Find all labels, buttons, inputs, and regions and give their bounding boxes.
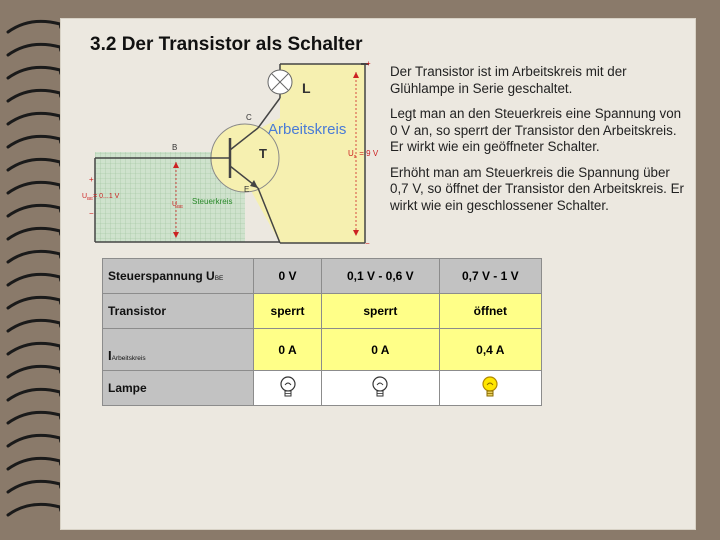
table-cell (254, 371, 322, 406)
paragraph-1: Der Transistor ist im Arbeitskreis mit der Glühlampe in Serie geschaltet. (390, 64, 627, 96)
transistor-circuit-diagram (80, 58, 390, 248)
svg-text:UBE= 0...1 V (82, 193, 120, 201)
ube-subscript: BE (87, 196, 94, 201)
header-label-text: Steuerspannung U (108, 269, 215, 283)
slide-title: 3.2 Der Transistor als Schalter (90, 34, 363, 55)
us-value: = 9 V (359, 149, 379, 158)
header-col-3: 0,7 V - 1 V (439, 259, 541, 294)
current-symbol: I (108, 348, 112, 363)
table-cell: 0 A (322, 329, 440, 371)
ube2-subscript: BE (177, 204, 184, 209)
ube-value: = 0...1 V (93, 193, 120, 200)
collector-label: C (246, 113, 252, 122)
row-label (103, 329, 254, 371)
bulb-on-icon (481, 375, 499, 399)
switching-table (102, 258, 542, 406)
table-row (103, 294, 542, 329)
table-row (103, 371, 542, 406)
control-plus-label: + (89, 175, 94, 184)
header-col-2: 0,1 V - 0,6 V (322, 259, 440, 294)
header-label (103, 259, 254, 294)
arbeitskreis-area-top (280, 64, 365, 158)
supply-minus-label: − (365, 239, 370, 248)
bulb-off-icon (279, 375, 297, 399)
us-subscript: s (353, 154, 357, 160)
table-cell (322, 371, 440, 406)
paragraph-2: Legt man an den Steuerkreis eine Spannung von 0 V an, so sperrt der Transistor den Arbeitskreis. Er wirkt wie ein geöffneter Schalter. (390, 106, 682, 154)
row-label: Lampe (103, 371, 254, 406)
arbeitskreis-label: Arbeitskreis (268, 121, 347, 138)
emitter-label: E (244, 185, 250, 194)
header-col-1: 0 V (254, 259, 322, 294)
lamp-label: L (302, 80, 311, 96)
table-cell: sperrt (254, 294, 322, 329)
table-cell: 0 A (254, 329, 322, 371)
table-cell: 0,4 A (439, 329, 541, 371)
ube-symbol: U (82, 193, 88, 200)
table-cell (439, 371, 541, 406)
header-label-sub: BE (214, 275, 224, 282)
row-label: Transistor (103, 294, 254, 329)
current-subscript: Arbeitskreis (111, 355, 146, 362)
control-minus-label: − (89, 209, 94, 218)
paragraph-3: Erhöht man am Steuerkreis die Spannung über 0,7 V, so öffnet der Transistor den Arbeitskreis. Er wirkt wie ein geschlossener Schalter. (390, 164, 685, 213)
us-symbol: U (348, 149, 354, 158)
transistor-label: T (259, 146, 267, 161)
bulb-off-icon (371, 375, 389, 399)
ube2-symbol: U (172, 201, 178, 208)
table-cell: öffnet (439, 294, 541, 329)
supply-plus-label: + (366, 59, 371, 68)
table-row (103, 329, 542, 371)
table-cell: sperrt (322, 294, 440, 329)
base-label: B (172, 143, 178, 152)
steuerkreis-label: Steuerkreis (192, 197, 233, 206)
explanation-text (390, 64, 690, 223)
table-header-row (103, 259, 542, 294)
